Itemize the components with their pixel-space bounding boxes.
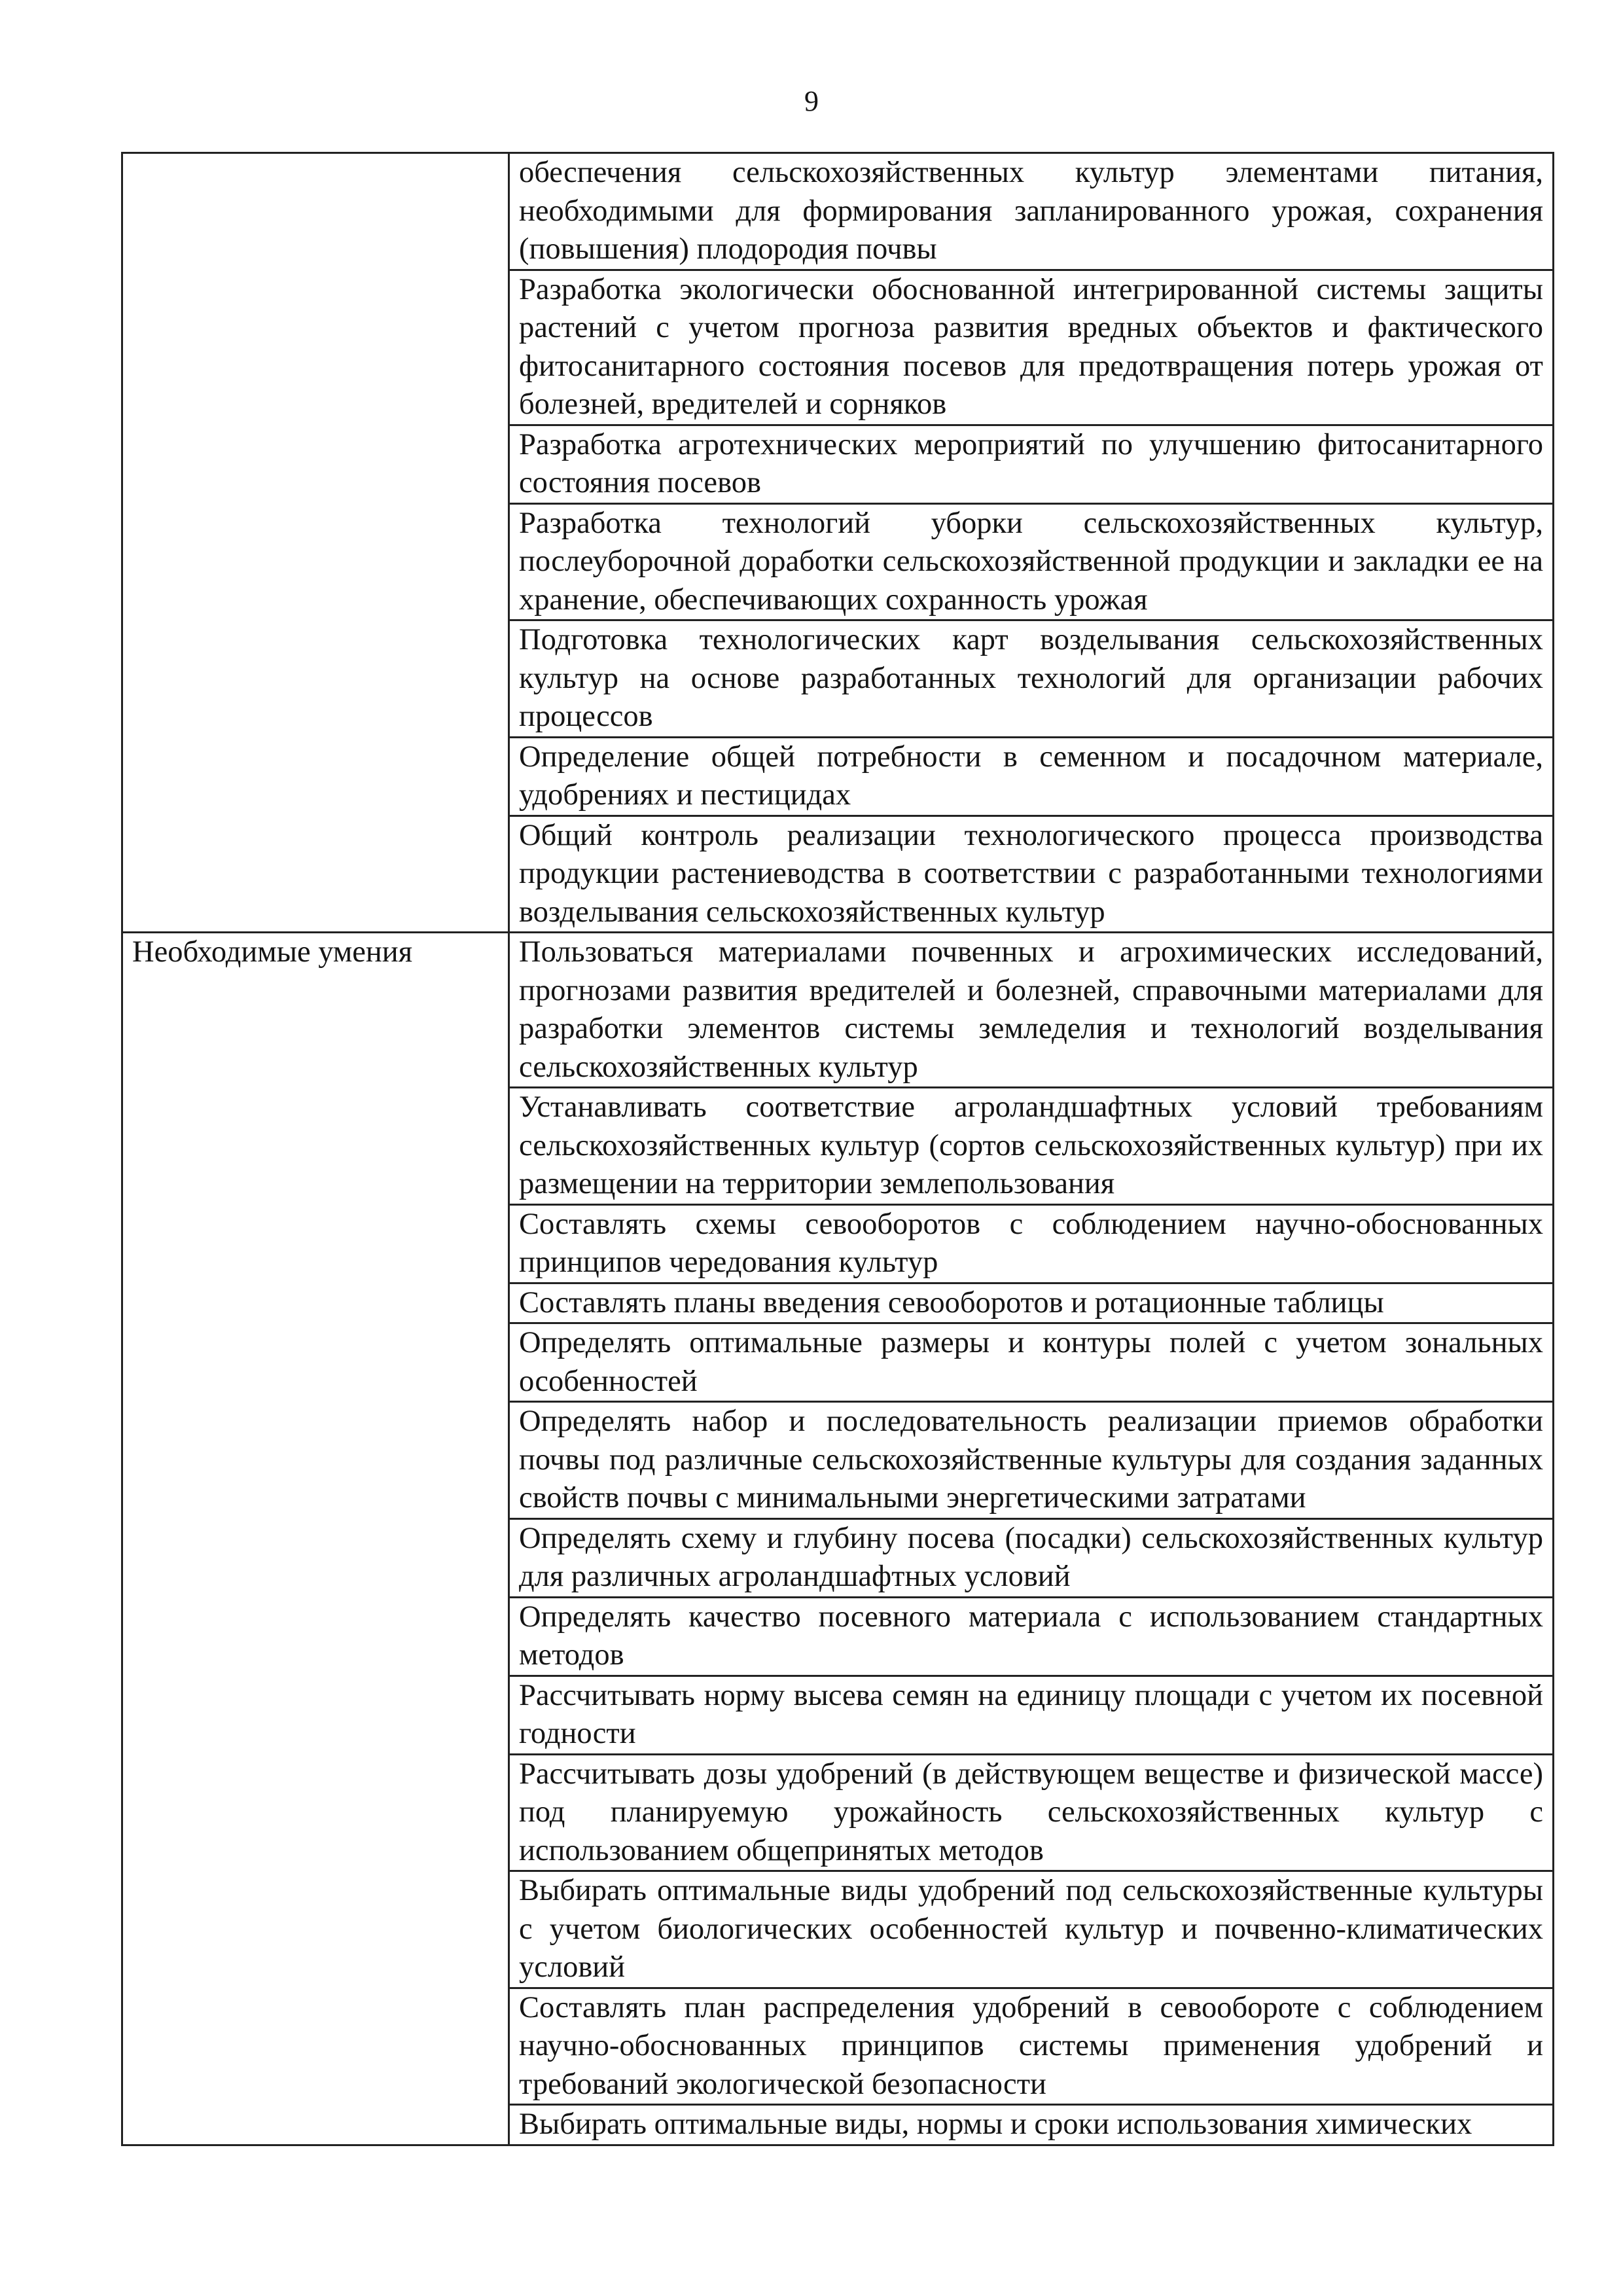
table-cell-empty-label bbox=[122, 153, 509, 933]
table-cell: Пользоваться материалами почвенных и агрохимических исследований, прогнозами развития вредителей и болезней, справочными материалами для разработки элементов системы земледелия и технологий возделывания сельскохозяйственных культур bbox=[509, 933, 1554, 1088]
table-row bbox=[122, 933, 1554, 1088]
table-cell: Определять оптимальные размеры и контуры полей с учетом зональных особенностей bbox=[509, 1323, 1554, 1402]
table-cell: Выбирать оптимальные виды удобрений под сельскохозяйственные культуры с учетом биологических особенностей культур и почвенно-климатических условий bbox=[509, 1871, 1554, 1988]
page-number: 9 bbox=[804, 85, 819, 117]
table-cell: Разработка экологически обоснованной интегрированной системы защиты растений с учетом прогноза развития вредных объектов и фактического фитосанитарного состояния посевов для предотвращения потерь урожая от болезней, вредителей и сорняков bbox=[509, 270, 1554, 425]
table-cell: Определять качество посевного материала с использованием стандартных методов bbox=[509, 1597, 1554, 1676]
skills-label-cell: Необходимые умения bbox=[122, 933, 509, 2145]
table-cell: Рассчитывать норму высева семян на единицу площади с учетом их посевной годности bbox=[509, 1676, 1554, 1754]
table-cell: Рассчитывать дозы удобрений (в действующем веществе и физической массе) под планируемую урожайность сельскохозяйственных культур с использованием общепринятых методов bbox=[509, 1754, 1554, 1871]
table-cell: обеспечения сельскохозяйственных культур элементами питания, необходимыми для формирования запланированного урожая, сохранения (повышения) плодородия почвы bbox=[509, 153, 1554, 270]
requirements-table-container bbox=[121, 152, 1554, 2146]
table-cell: Разработка агротехнических мероприятий по улучшению фитосанитарного состояния посевов bbox=[509, 425, 1554, 503]
table-cell: Составлять планы введения севооборотов и ротационные таблицы bbox=[509, 1283, 1554, 1323]
table-cell: Составлять схемы севооборотов с соблюдением научно-обоснованных принципов чередования культур bbox=[509, 1204, 1554, 1283]
table-row bbox=[122, 153, 1554, 270]
table-cell: Подготовка технологических карт возделывания сельскохозяйственных культур на основе разработанных технологий для организации рабочих процессов bbox=[509, 620, 1554, 738]
table-cell: Определять набор и последовательность реализации приемов обработки почвы под различные сельскохозяйственные культуры для создания заданных свойств почвы с минимальными энергетическими затратами bbox=[509, 1402, 1554, 1519]
table-cell: Определять схему и глубину посева (посадки) сельскохозяйственных культур для различных агроландшафтных условий bbox=[509, 1518, 1554, 1597]
table-cell: Выбирать оптимальные виды, нормы и сроки использования химических bbox=[509, 2105, 1554, 2145]
table-cell: Составлять план распределения удобрений в севообороте с соблюдением научно-обоснованных принципов системы применения удобрений и требований экологической безопасности bbox=[509, 1988, 1554, 2105]
table-cell: Устанавливать соответствие агроландшафтных условий требованиям сельскохозяйственных культур (сортов сельскохозяйственных культур) при их размещении на территории землепользования bbox=[509, 1088, 1554, 1205]
table-cell: Определение общей потребности в семенном и посадочном материале, удобрениях и пестицидах bbox=[509, 737, 1554, 816]
table-cell: Общий контроль реализации технологического процесса производства продукции растениеводства в соответствии с разработанными технологиями возделывания сельскохозяйственных культур bbox=[509, 816, 1554, 933]
requirements-table bbox=[121, 152, 1554, 2146]
table-cell: Разработка технологий уборки сельскохозяйственных культур, послеуборочной доработки сельскохозяйственной продукции и закладки ее на хранение, обеспечивающих сохранность урожая bbox=[509, 503, 1554, 620]
